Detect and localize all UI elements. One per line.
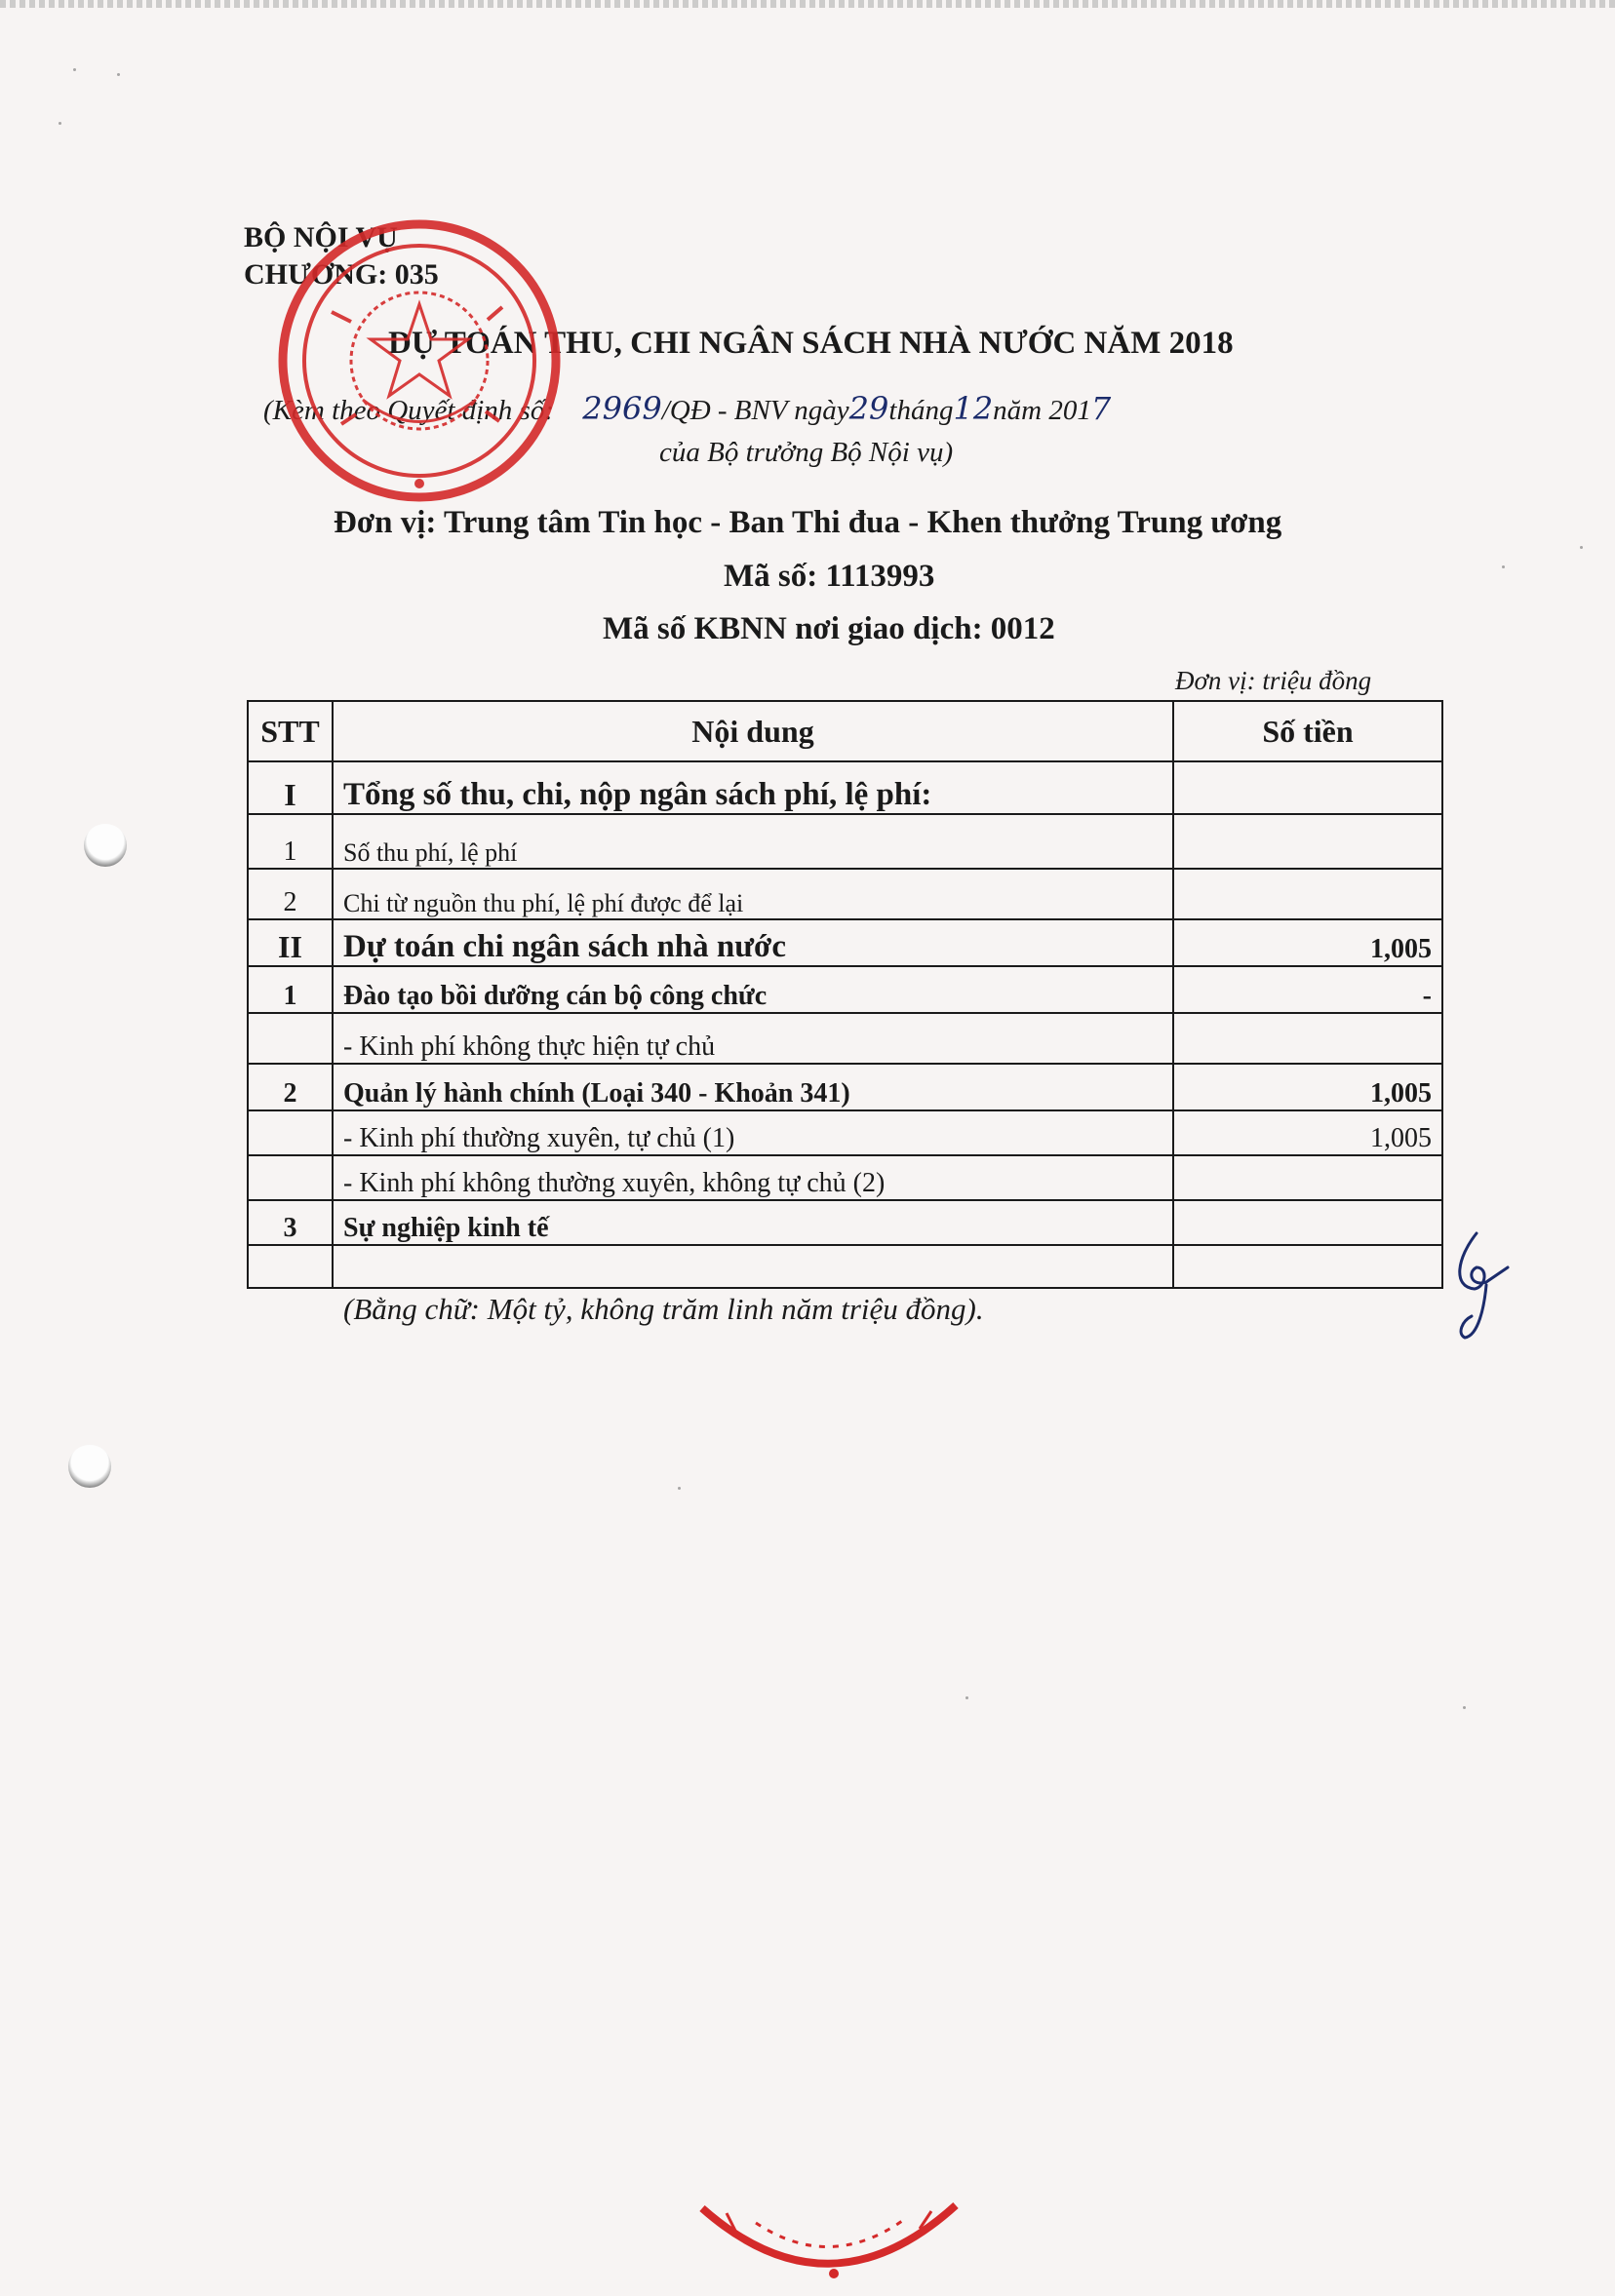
row-content: Số thu phí, lệ phí	[333, 814, 1173, 869]
row-content: Quản lý hành chính (Loại 340 - Khoản 341)	[333, 1064, 1173, 1110]
table-row	[248, 1064, 1442, 1110]
row-stt: II	[248, 919, 333, 966]
decision-year-digit: 7	[1090, 390, 1112, 427]
scan-speck	[965, 1696, 968, 1699]
scan-speck	[1580, 546, 1583, 549]
row-amount	[1173, 1245, 1442, 1288]
table-row	[248, 1155, 1442, 1200]
row-stt	[248, 1245, 333, 1288]
row-stt: I	[248, 761, 333, 814]
official-seal-stamp	[273, 214, 575, 517]
document-title: DỰ TOÁN THU, CHI NGÂN SÁCH NHÀ NƯỚC NĂM 2018	[388, 326, 1234, 361]
decision-month: 12	[953, 390, 994, 427]
decision-signer: của Bộ trưởng Bộ Nội vụ)	[659, 437, 954, 468]
scan-edge-artifact	[0, 0, 1615, 8]
ministry-name: BỘ NỘI VỤ	[244, 221, 398, 253]
month-label: tháng	[888, 395, 954, 426]
row-content: Đào tạo bồi dưỡng cán bộ công chức	[333, 966, 1173, 1013]
row-stt: 2	[248, 1064, 333, 1110]
table-row	[248, 761, 1442, 814]
row-amount: 1,005	[1173, 1110, 1442, 1155]
punch-hole	[68, 1445, 111, 1488]
table-row	[248, 1245, 1442, 1288]
row-amount: 1,005	[1173, 1064, 1442, 1110]
row-stt: 3	[248, 1200, 333, 1245]
chapter-code: CHƯƠNG: 035	[244, 258, 439, 291]
table-row	[248, 966, 1442, 1013]
row-stt	[248, 1155, 333, 1200]
table-row	[248, 1013, 1442, 1064]
unit-name: Đơn vị: Trung tâm Tin học - Ban Thi đua - Khen thưởng Trung ương	[334, 505, 1282, 540]
row-content: Chi từ nguồn thu phí, lệ phí được để lại	[333, 869, 1173, 919]
row-amount: 1,005	[1173, 919, 1442, 966]
punch-hole	[84, 824, 127, 867]
row-amount	[1173, 1155, 1442, 1200]
scan-speck	[73, 68, 76, 71]
scan-speck	[678, 1487, 681, 1490]
seal-stamp-fragment	[688, 2194, 970, 2296]
table-header-row	[248, 701, 1442, 761]
scan-speck	[59, 122, 61, 125]
row-amount	[1173, 869, 1442, 919]
table-row	[248, 869, 1442, 919]
row-stt	[248, 1110, 333, 1155]
scan-speck	[1502, 565, 1505, 568]
decision-prefix: (Kèm theo Quyết định số:	[263, 395, 554, 426]
table-row	[248, 814, 1442, 869]
row-stt: 1	[248, 966, 333, 1013]
row-content	[333, 1245, 1173, 1288]
row-amount	[1173, 761, 1442, 814]
budget-table	[247, 700, 1443, 1289]
unit-code: Mã số: 1113993	[724, 559, 935, 594]
treasury-code: Mã số KBNN nơi giao dịch: 0012	[603, 611, 1055, 646]
row-stt: 2	[248, 869, 333, 919]
column-header-amount: Số tiền	[1173, 701, 1442, 761]
row-amount	[1173, 1013, 1442, 1064]
scan-speck	[1463, 1706, 1466, 1709]
row-stt: 1	[248, 814, 333, 869]
currency-unit-note: Đơn vị: triệu đồng	[1175, 666, 1372, 695]
row-content: Dự toán chi ngân sách nhà nước	[333, 919, 1173, 966]
decision-day: 29	[848, 390, 889, 427]
row-stt	[248, 1013, 333, 1064]
row-content: - Kinh phí không thường xuyên, không tự chủ (2)	[333, 1155, 1173, 1200]
row-amount	[1173, 1200, 1442, 1245]
table-row	[248, 1200, 1442, 1245]
decision-number: 2969	[582, 390, 662, 427]
row-content: - Kinh phí thường xuyên, tự chủ (1)	[333, 1110, 1173, 1155]
decision-issuer: /QĐ - BNV ngày	[661, 395, 849, 426]
row-content: Sự nghiệp kinh tế	[333, 1200, 1173, 1245]
table-row	[248, 1110, 1442, 1155]
amount-in-words: (Bằng chữ: Một tỷ, không trăm linh năm triệu đồng).	[343, 1292, 984, 1326]
year-label: năm 201	[993, 395, 1091, 426]
row-content: - Kinh phí không thực hiện tự chủ	[333, 1013, 1173, 1064]
handwritten-initial	[1447, 1228, 1516, 1345]
column-header-stt: STT	[248, 701, 333, 761]
row-amount	[1173, 814, 1442, 869]
table-row	[248, 919, 1442, 966]
row-content: Tổng số thu, chi, nộp ngân sách phí, lệ phí:	[333, 761, 1173, 814]
column-header-content: Nội dung	[333, 701, 1173, 761]
scan-speck	[117, 73, 120, 76]
row-amount: -	[1173, 966, 1442, 1013]
